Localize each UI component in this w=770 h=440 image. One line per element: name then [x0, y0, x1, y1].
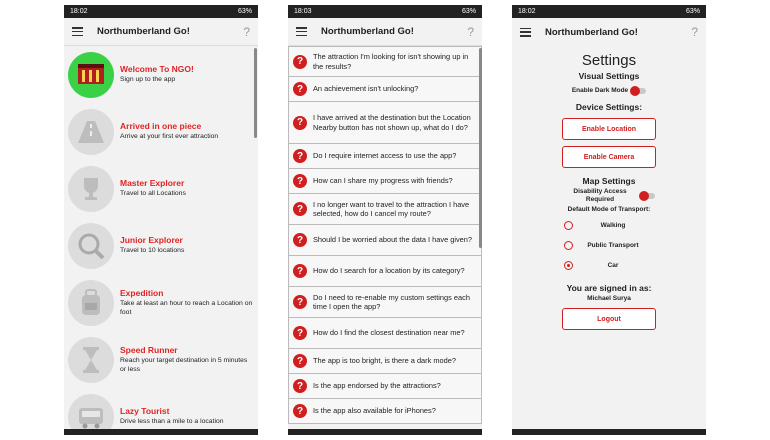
- question-icon: ?: [293, 233, 307, 247]
- logout-button[interactable]: Logout: [562, 308, 656, 330]
- question-icon: ?: [293, 82, 307, 96]
- app-title: Northumberland Go!: [545, 26, 638, 38]
- battery-level: 63%: [461, 8, 476, 15]
- faq-item[interactable]: [288, 169, 482, 194]
- faq-question: How do I search for a location by its category?: [313, 266, 465, 276]
- system-nav-bar: [512, 429, 706, 435]
- status-time: 18:03: [294, 8, 312, 15]
- menu-icon[interactable]: [296, 27, 307, 36]
- faq-list[interactable]: [288, 46, 482, 429]
- faq-question: Do I require internet access to use the app?: [313, 151, 457, 161]
- status-bar: [288, 5, 482, 18]
- achievement-item[interactable]: [64, 388, 258, 429]
- dark-mode-toggle[interactable]: [632, 88, 646, 94]
- system-nav-bar: [288, 429, 482, 435]
- enable-location-button[interactable]: Enable Location: [562, 118, 656, 140]
- faq-question: I no longer want to travel to the attraction I have selected, how do I cancel my route?: [313, 199, 470, 218]
- achievement-text: [120, 345, 254, 374]
- achievement-title: Lazy Tourist: [120, 406, 170, 417]
- status-time: 18:02: [70, 8, 88, 15]
- achievement-text: [120, 121, 254, 142]
- app-bar: [64, 18, 258, 46]
- phone-settings: [512, 5, 706, 435]
- menu-icon[interactable]: [520, 28, 531, 37]
- signed-in-heading: You are signed in as:: [566, 283, 652, 293]
- faq-question: Is the app endorsed by the attractions?: [313, 381, 441, 391]
- dark-mode-row: [512, 87, 706, 94]
- achievement-item[interactable]: [64, 103, 258, 160]
- faq-question: An achievement isn't unlocking?: [313, 84, 419, 94]
- achievement-title: Master Explorer: [120, 178, 185, 189]
- faq-question: Should I be worried about the data I have given?: [313, 235, 473, 245]
- achievement-item[interactable]: [64, 274, 258, 331]
- menu-icon[interactable]: [72, 27, 83, 36]
- enable-camera-button[interactable]: Enable Camera: [562, 146, 656, 168]
- achievement-item[interactable]: [64, 217, 258, 274]
- question-icon: ?: [293, 116, 307, 130]
- faq-item[interactable]: [288, 102, 482, 144]
- achievement-title: Speed Runner: [120, 345, 178, 355]
- faq-item[interactable]: [288, 318, 482, 349]
- achievement-desc: Sign up to the app: [120, 76, 176, 84]
- achievement-text: [120, 406, 254, 427]
- question-icon: ?: [293, 404, 307, 418]
- hourglass-icon: [68, 337, 114, 383]
- backpack-icon: [68, 280, 114, 326]
- phone-achievements: [64, 5, 258, 435]
- question-icon: ?: [293, 55, 307, 69]
- faq-item[interactable]: [288, 287, 482, 318]
- dark-mode-label: Enable Dark Mode: [571, 87, 629, 94]
- question-icon: ?: [293, 149, 307, 163]
- phone-faq: [288, 5, 482, 435]
- radio-button[interactable]: [564, 261, 573, 270]
- transport-option[interactable]: [512, 215, 706, 235]
- faq-item[interactable]: [288, 144, 482, 169]
- question-icon: ?: [293, 174, 307, 188]
- faq-item[interactable]: [288, 374, 482, 399]
- achievement-desc: Take at least an hour to reach a Location on foot: [120, 300, 253, 316]
- achievement-item[interactable]: [64, 46, 258, 103]
- system-nav-bar: [64, 429, 258, 435]
- transport-option[interactable]: [512, 255, 706, 275]
- help-icon[interactable]: ?: [243, 24, 250, 39]
- app-title: Northumberland Go!: [97, 26, 190, 37]
- faq-item[interactable]: [288, 256, 482, 287]
- settings-panel: [512, 52, 706, 330]
- app-title: Northumberland Go!: [321, 26, 414, 37]
- user-name: Michael Surya: [587, 295, 631, 302]
- achievement-text: [120, 288, 254, 317]
- trophy-icon: [68, 166, 114, 212]
- radio-button[interactable]: [564, 221, 573, 230]
- question-icon: ?: [293, 202, 307, 216]
- achievement-desc: Travel to all Locations: [120, 190, 186, 198]
- theatre-icon: [68, 52, 114, 98]
- bus-icon: [68, 394, 114, 430]
- settings-title: Settings: [581, 52, 637, 69]
- disability-row: [512, 188, 706, 204]
- road-icon: [68, 109, 114, 155]
- faq-item[interactable]: [288, 225, 482, 256]
- question-icon: ?: [293, 354, 307, 368]
- achievement-desc: Reach your target destination in 5 minutes or less: [120, 357, 248, 373]
- transport-label: Default Mode of Transport:: [567, 206, 651, 213]
- achievement-title: Expedition: [120, 288, 164, 298]
- transport-radio-group: [512, 215, 706, 275]
- map-settings-heading: Map Settings: [582, 176, 636, 186]
- scrollbar[interactable]: [479, 48, 482, 248]
- achievement-desc: Arrive at your first ever attraction: [120, 133, 219, 141]
- status-bar: [64, 5, 258, 18]
- achievement-title: Arrived in one piece: [120, 121, 202, 132]
- faq-item[interactable]: [288, 349, 482, 374]
- achievement-list[interactable]: [64, 46, 258, 429]
- question-icon: ?: [293, 295, 307, 309]
- status-time: 18:02: [518, 8, 536, 15]
- faq-question: How can I share my progress with friends?: [313, 176, 453, 186]
- magnifier-map-icon: [68, 223, 114, 269]
- faq-question: Do I need to re-enable my custom settings each time I open the app?: [313, 292, 470, 311]
- transport-option[interactable]: [512, 235, 706, 255]
- faq-question: How do I find the closest destination near me?: [313, 328, 465, 338]
- app-bar: [512, 18, 706, 46]
- battery-level: 63%: [685, 8, 700, 15]
- transport-option-label: Car: [607, 261, 619, 269]
- question-icon: ?: [293, 326, 307, 340]
- device-settings-heading: Device Settings:: [575, 102, 643, 112]
- visual-settings-heading: Visual Settings: [578, 71, 640, 81]
- faq-item[interactable]: [288, 194, 482, 225]
- question-icon: ?: [293, 379, 307, 393]
- scrollbar[interactable]: [254, 48, 257, 138]
- transport-option-label: Public Transport: [587, 241, 639, 249]
- faq-question: Is the app also available for iPhones?: [313, 406, 436, 416]
- transport-option-label: Walking: [600, 221, 626, 229]
- battery-level: 63%: [237, 8, 252, 15]
- help-icon[interactable]: ?: [691, 25, 698, 39]
- status-bar: [512, 5, 706, 18]
- disability-toggle[interactable]: [641, 193, 655, 199]
- achievement-item[interactable]: [64, 331, 258, 388]
- faq-question: The attraction I'm looking for isn't showing up in the results?: [313, 52, 469, 71]
- achievement-text: [120, 235, 254, 256]
- faq-item[interactable]: [288, 399, 482, 424]
- radio-button[interactable]: [564, 241, 573, 250]
- achievement-title: Junior Explorer: [120, 235, 183, 246]
- disability-label: Disability Access Required: [573, 188, 627, 203]
- app-bar: [288, 18, 482, 46]
- faq-item[interactable]: [288, 77, 482, 102]
- faq-question: I have arrived at the destination but the Location Nearby button has not shown up, what do I do?: [313, 113, 471, 132]
- help-icon[interactable]: ?: [467, 24, 474, 39]
- achievement-text: [120, 64, 254, 85]
- achievement-desc: Travel to 10 locations: [120, 247, 185, 255]
- achievement-desc: Drive less than a mile to a location: [120, 418, 224, 426]
- faq-item[interactable]: [288, 46, 482, 77]
- achievement-title: Welcome To NGO!: [120, 64, 194, 75]
- achievement-item[interactable]: [64, 160, 258, 217]
- faq-question: The app is too bright, is there a dark mode?: [313, 356, 456, 366]
- achievement-text: [120, 178, 254, 199]
- question-icon: ?: [293, 264, 307, 278]
